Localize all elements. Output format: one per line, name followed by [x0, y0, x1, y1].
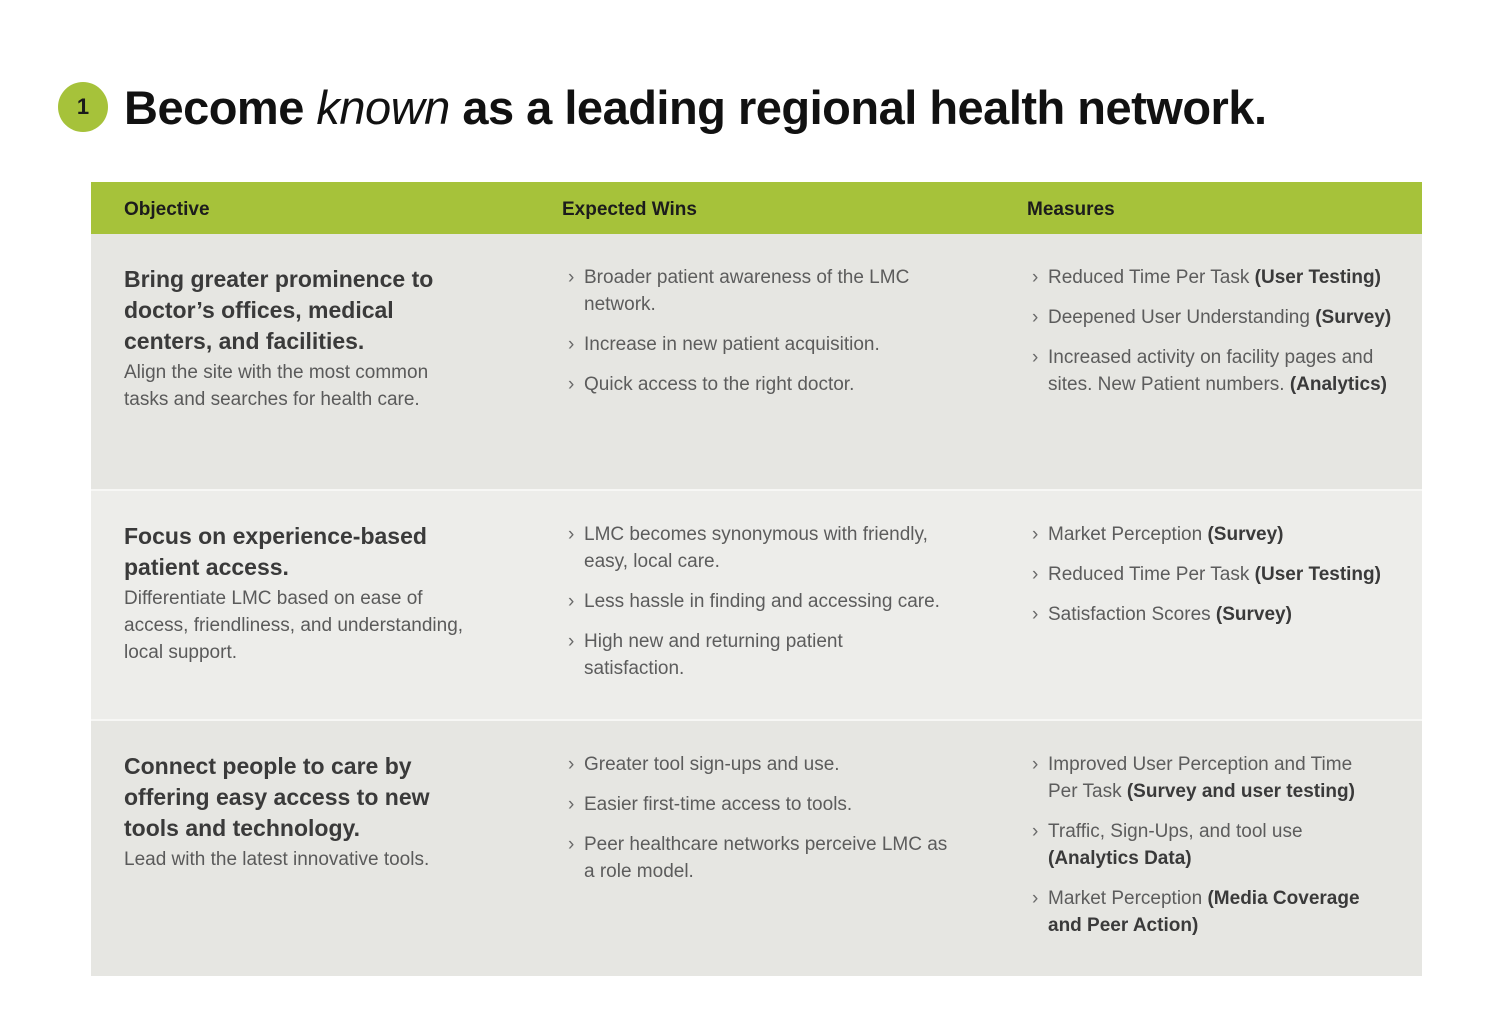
list-item: › Broader patient awareness of the LMC network. — [568, 264, 928, 318]
chevron-right-icon: › — [568, 374, 575, 395]
chevron-right-icon: › — [1032, 604, 1039, 625]
table-row — [91, 721, 1422, 976]
list-item: › LMC becomes synonymous with friendly, easy, local care. — [568, 521, 948, 575]
list-item: › Greater tool sign-ups and use. — [568, 751, 958, 778]
page-title — [124, 80, 1267, 135]
list-item: › Satisfaction Scores (Survey) — [1032, 601, 1402, 628]
chevron-right-icon: › — [1032, 347, 1039, 368]
list-item: › Market Perception (Media Coverage and Peer Action) — [1032, 885, 1382, 939]
table-row — [91, 234, 1422, 489]
table-header — [91, 182, 1422, 234]
table-row — [91, 491, 1422, 719]
list-item: › Deepened User Understanding (Survey) — [1032, 304, 1392, 331]
list-item: › Easier first-time access to tools. — [568, 791, 958, 818]
chevron-right-icon: › — [1032, 754, 1039, 775]
chevron-right-icon: › — [1032, 821, 1039, 842]
list-item: › Traffic, Sign-Ups, and tool use (Analytics Data) — [1032, 818, 1382, 872]
chevron-right-icon: › — [1032, 267, 1039, 288]
header-measures: Measures — [1027, 199, 1115, 220]
objectives-table — [91, 182, 1422, 976]
title-after: as a leading regional health network. — [449, 80, 1267, 134]
objective-cell — [124, 751, 454, 873]
list-item: › Increased activity on facility pages and sites. New Patient numbers. (Analytics) — [1032, 344, 1392, 398]
chevron-right-icon: › — [568, 834, 575, 855]
chevron-right-icon: › — [1032, 307, 1039, 328]
chevron-right-icon: › — [568, 591, 575, 612]
chevron-right-icon: › — [568, 334, 575, 355]
list-item: › High new and returning patient satisfaction. — [568, 628, 948, 682]
list-item: › Reduced Time Per Task (User Testing) — [1032, 561, 1402, 588]
section-number-badge: 1 — [58, 82, 108, 132]
wins-cell — [568, 521, 948, 695]
chevron-right-icon: › — [1032, 564, 1039, 585]
list-item: › Less hassle in finding and accessing care. — [568, 588, 948, 615]
title-emphasis: known — [316, 80, 450, 134]
objective-title: Connect people to care by offering easy access to new tools and technology. — [124, 753, 430, 841]
objective-title: Focus on experience-based patient access. — [124, 523, 427, 580]
list-item: › Increase in new patient acquisition. — [568, 331, 928, 358]
objective-cell — [124, 264, 454, 413]
list-item: › Quick access to the right doctor. — [568, 371, 928, 398]
objective-description: Lead with the latest innovative tools. — [124, 849, 430, 870]
list-item: › Reduced Time Per Task (User Testing) — [1032, 264, 1392, 291]
measures-cell — [1032, 751, 1382, 952]
chevron-right-icon: › — [568, 267, 575, 288]
wins-cell — [568, 264, 928, 411]
title-before: Become — [124, 80, 317, 134]
header-objective: Objective — [124, 199, 210, 220]
chevron-right-icon: › — [568, 794, 575, 815]
header-expected-wins: Expected Wins — [562, 199, 697, 220]
list-item: › Improved User Perception and Time Per Task (Survey and user testing) — [1032, 751, 1382, 805]
list-item: › Peer healthcare networks perceive LMC as a role model. — [568, 831, 958, 885]
section-heading — [58, 80, 1267, 134]
objective-description: Differentiate LMC based on ease of access, friendliness, and understanding, local support. — [124, 588, 464, 663]
chevron-right-icon: › — [1032, 888, 1039, 909]
objective-cell — [124, 521, 484, 666]
measures-cell — [1032, 521, 1402, 641]
chevron-right-icon: › — [1032, 524, 1039, 545]
list-item: › Market Perception (Survey) — [1032, 521, 1402, 548]
chevron-right-icon: › — [568, 524, 575, 545]
objective-description: Align the site with the most common tasks and searches for health care. — [124, 362, 429, 410]
wins-cell — [568, 751, 958, 898]
chevron-right-icon: › — [568, 631, 575, 652]
objective-title: Bring greater prominence to doctor’s offices, medical centers, and facilities. — [124, 266, 434, 354]
chevron-right-icon: › — [568, 754, 575, 775]
measures-cell — [1032, 264, 1392, 411]
